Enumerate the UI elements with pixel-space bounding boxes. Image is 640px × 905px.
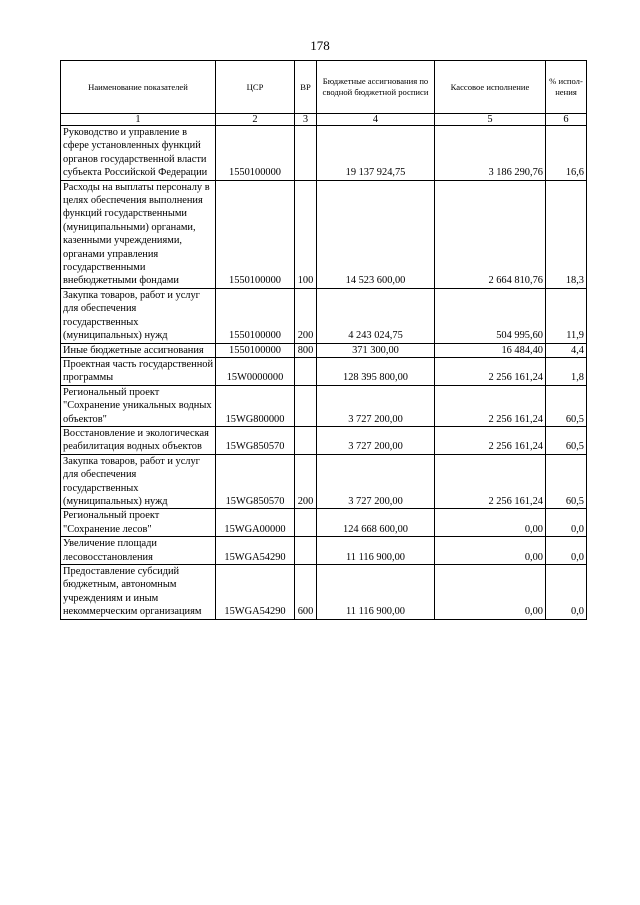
- row-execution: 0,00: [435, 537, 546, 565]
- row-vr: [295, 126, 317, 181]
- row-percent: 60,5: [546, 426, 587, 454]
- row-allocations: 4 243 024,75: [317, 288, 435, 343]
- row-vr: [295, 385, 317, 426]
- row-execution: 2 256 161,24: [435, 426, 546, 454]
- row-allocations: 371 300,00: [317, 343, 435, 357]
- row-allocations: 124 668 600,00: [317, 509, 435, 537]
- header-allocations: Бюджетные ассигнования по сводной бюджетной росписи: [317, 61, 435, 114]
- row-percent: 1,8: [546, 357, 587, 385]
- row-execution: 2 664 810,76: [435, 180, 546, 288]
- row-vr: 100: [295, 180, 317, 288]
- row-allocations: 3 727 200,00: [317, 426, 435, 454]
- row-name: Региональный проект "Сохранение лесов": [61, 509, 216, 537]
- row-execution: 504 995,60: [435, 288, 546, 343]
- row-percent: 18,3: [546, 180, 587, 288]
- row-allocations: 19 137 924,75: [317, 126, 435, 181]
- row-name: Увеличение площади лесовосстановления: [61, 537, 216, 565]
- row-vr: 200: [295, 288, 317, 343]
- table-body: [61, 126, 587, 620]
- row-csr: 15W0000000: [216, 357, 295, 385]
- row-allocations: 11 116 900,00: [317, 537, 435, 565]
- table-row: [61, 385, 587, 426]
- row-csr: 1550100000: [216, 180, 295, 288]
- header-name: Наименование показателей: [61, 61, 216, 114]
- row-vr: [295, 426, 317, 454]
- row-execution: 16 484,40: [435, 343, 546, 357]
- row-csr: 15WGA54290: [216, 565, 295, 620]
- column-number: 6: [546, 114, 587, 126]
- row-csr: 15WGA00000: [216, 509, 295, 537]
- table-row: [61, 357, 587, 385]
- row-allocations: 14 523 600,00: [317, 180, 435, 288]
- table-row: [61, 343, 587, 357]
- row-name: Проектная часть государственной программы: [61, 357, 216, 385]
- row-allocations: 11 116 900,00: [317, 565, 435, 620]
- table-row: [61, 180, 587, 288]
- row-execution: 2 256 161,24: [435, 454, 546, 509]
- row-execution: 2 256 161,24: [435, 357, 546, 385]
- page-number: 178: [310, 38, 330, 53]
- column-numbers-row: [61, 114, 587, 126]
- row-execution: 0,00: [435, 509, 546, 537]
- row-name: Предоставление субсидий бюджетным, автономным учреждениям и иным некоммерческим организациям: [61, 565, 216, 620]
- row-csr: 1550100000: [216, 126, 295, 181]
- row-vr: 600: [295, 565, 317, 620]
- header-vr: ВР: [295, 61, 317, 114]
- row-percent: 60,5: [546, 385, 587, 426]
- row-name: Расходы на выплаты персоналу в целях обеспечения выполнения функций государственными (муниципальными) органами, казенными учреждениями, органами управления государственными внебюджетными фондами: [61, 180, 216, 288]
- row-percent: 16,6: [546, 126, 587, 181]
- table-row: [61, 288, 587, 343]
- column-number: 1: [61, 114, 216, 126]
- column-number: 4: [317, 114, 435, 126]
- row-percent: 60,5: [546, 454, 587, 509]
- header-execution: Кассовое исполнение: [435, 61, 546, 114]
- row-csr: 15WGA54290: [216, 537, 295, 565]
- row-allocations: 128 395 800,00: [317, 357, 435, 385]
- row-percent: 0,0: [546, 537, 587, 565]
- row-csr: 15WG850570: [216, 454, 295, 509]
- column-number: 5: [435, 114, 546, 126]
- row-execution: 3 186 290,76: [435, 126, 546, 181]
- row-vr: [295, 537, 317, 565]
- table-header: [61, 61, 587, 126]
- row-execution: 0,00: [435, 565, 546, 620]
- row-vr: [295, 357, 317, 385]
- row-execution: 2 256 161,24: [435, 385, 546, 426]
- row-name: Закупка товаров, работ и услуг для обеспечения государственных (муниципальных) нужд: [61, 288, 216, 343]
- table-row: [61, 454, 587, 509]
- row-name: Закупка товаров, работ и услуг для обеспечения государственных (муниципальных) нужд: [61, 454, 216, 509]
- row-name: Руководство и управление в сфере установленных функций органов государственной власти субъекта Российской Федерации: [61, 126, 216, 181]
- row-csr: 15WG800000: [216, 385, 295, 426]
- row-percent: 0,0: [546, 565, 587, 620]
- column-number: 2: [216, 114, 295, 126]
- budget-table: [60, 60, 587, 620]
- row-name: Региональный проект "Сохранение уникальных водных объектов": [61, 385, 216, 426]
- row-name: Иные бюджетные ассигнования: [61, 343, 216, 357]
- table-row: [61, 126, 587, 181]
- row-csr: 15WG850570: [216, 426, 295, 454]
- row-percent: 4,4: [546, 343, 587, 357]
- row-vr: [295, 509, 317, 537]
- header-percent: % испол-нения: [546, 61, 587, 114]
- table-row: [61, 565, 587, 620]
- row-vr: 800: [295, 343, 317, 357]
- column-number: 3: [295, 114, 317, 126]
- row-allocations: 3 727 200,00: [317, 454, 435, 509]
- row-vr: 200: [295, 454, 317, 509]
- table-row: [61, 509, 587, 537]
- row-percent: 11,9: [546, 288, 587, 343]
- table-row: [61, 426, 587, 454]
- row-percent: 0,0: [546, 509, 587, 537]
- row-csr: 1550100000: [216, 343, 295, 357]
- row-allocations: 3 727 200,00: [317, 385, 435, 426]
- header-csr: ЦСР: [216, 61, 295, 114]
- row-name: Восстановление и экологическая реабилитация водных объектов: [61, 426, 216, 454]
- row-csr: 1550100000: [216, 288, 295, 343]
- table-row: [61, 537, 587, 565]
